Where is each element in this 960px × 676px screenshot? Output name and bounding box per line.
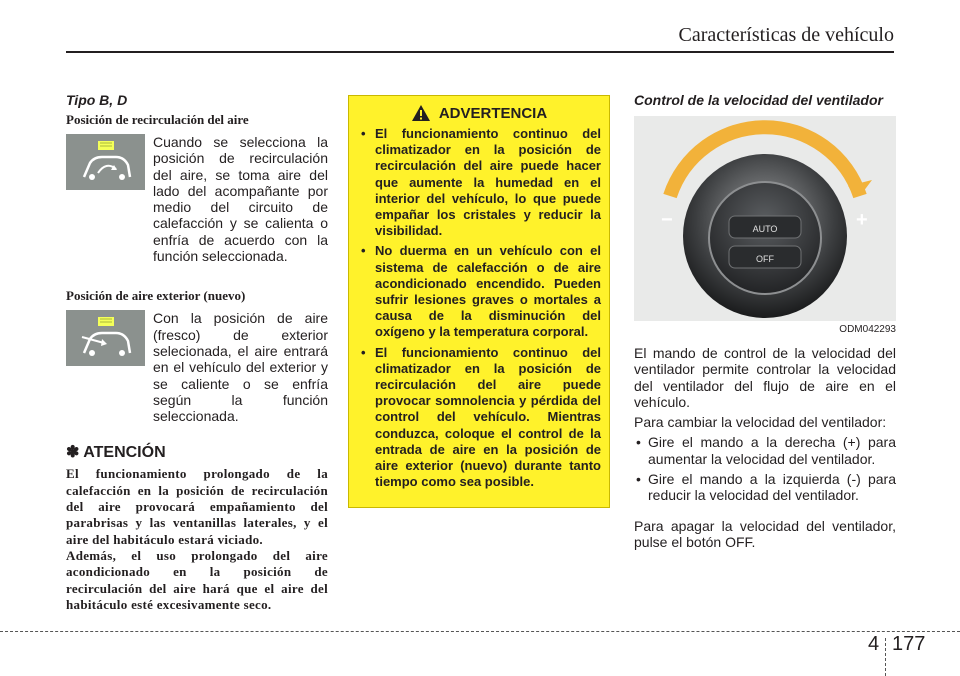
fresh-heading: Posición de aire exterior (nuevo) bbox=[66, 288, 246, 304]
recirc-description: Cuando se selecciona la posición de recirculación del aire, se toma aire del lado del acompañante por medio del circuito de calefacción y se calienta o enfría de acuerdo con la función seleccionada. bbox=[153, 134, 328, 265]
warning-item: • No duerma en un vehículo con el sistema de calefacción o de aire acondicionado encendido. Pueden sufrir lesiones graves o mortales a causa de la disminución del oxígeno y la temperatura corporal. bbox=[357, 243, 601, 340]
plus-sign: + bbox=[856, 209, 868, 231]
fresh-description: Con la posición de aire (fresco) de exterior selecionada, el aire entrará en el vehículo del exterior y se caliente o se enfría según la función seleccionada. bbox=[153, 310, 328, 425]
left-column bbox=[66, 92, 328, 613]
right-column bbox=[634, 92, 896, 554]
fan-knob-photo bbox=[634, 116, 896, 321]
attention-title: ✽ ATENCIÓN bbox=[66, 444, 166, 462]
bullet-item: • Gire el mando a la derecha (+) para aumentar la velocidad del ventilador. bbox=[634, 434, 896, 467]
warning-list bbox=[357, 126, 601, 490]
footer-rule bbox=[0, 631, 960, 632]
fresh-row bbox=[66, 310, 328, 424]
warning-title: ADVERTENCIA bbox=[438, 104, 548, 122]
fan-speed-bullets bbox=[634, 434, 896, 503]
off-button: OFF bbox=[756, 254, 774, 264]
fresh-air-icon bbox=[66, 310, 145, 366]
paragraph: El mando de control de la velocidad del ventilador permite controlar la velocidad del ventilador del flujo de aire en el vehículo. bbox=[634, 345, 896, 410]
section-title: Características de vehículo bbox=[678, 24, 894, 46]
page-number: 177 bbox=[892, 633, 926, 655]
warning-header bbox=[357, 104, 601, 122]
bullet-item: • Gire el mando a la izquierda (-) para reducir la velocidad del ventilador. bbox=[634, 471, 896, 504]
image-code: ODM042293 bbox=[839, 324, 896, 335]
warning-box bbox=[348, 95, 610, 508]
chapter-number: 4 bbox=[868, 633, 880, 655]
minus-sign: − bbox=[661, 209, 673, 231]
fan-speed-body bbox=[634, 345, 896, 550]
type-subhead: Tipo B, D bbox=[66, 92, 128, 108]
warning-item: • El funcionamiento continuo del climatizador en la posición de recirculación del aire puede provocar somnolencia y pérdida del control del vehículo. Mientras conduzca, coloque el control de la entrada de aire en la posición de aire exterior (nuevo) durante tanto tiempo como sea posible. bbox=[357, 345, 601, 491]
auto-button: AUTO bbox=[752, 224, 778, 234]
fan-speed-subhead: Control de la velocidad del ventilador bbox=[634, 92, 883, 108]
recirc-heading: Posición de recirculación del aire bbox=[66, 112, 249, 127]
recirculation-icon bbox=[66, 134, 145, 190]
paragraph: Para cambiar la velocidad del ventilador: bbox=[634, 414, 887, 431]
warning-triangle-icon bbox=[411, 104, 431, 122]
recirc-row bbox=[66, 134, 328, 264]
paragraph: Para apagar la velocidad del ventilador, pulse el botón OFF. bbox=[634, 517, 896, 550]
footer-divider bbox=[885, 638, 886, 676]
header-rule bbox=[66, 51, 894, 53]
attention-body: El funcionamiento prolongado de la calefacción en la posición de recirculación del aire provocará empañamiento del parabrisas y las ventanillas laterales, y el aire del habitáculo estará viciado. Además, el uso prolongado del aire acondicionado en la posición de recirculación del aire hará que el aire del habitáculo esté excesivamente seco. bbox=[66, 466, 328, 612]
warning-item: • El funcionamiento continuo del climatizador en la posición de recirculación del aire puede hacer que aumente la humedad en el interior del vehículo, lo que puede empañar los cristales y reducir la visibilidad. bbox=[357, 126, 601, 239]
